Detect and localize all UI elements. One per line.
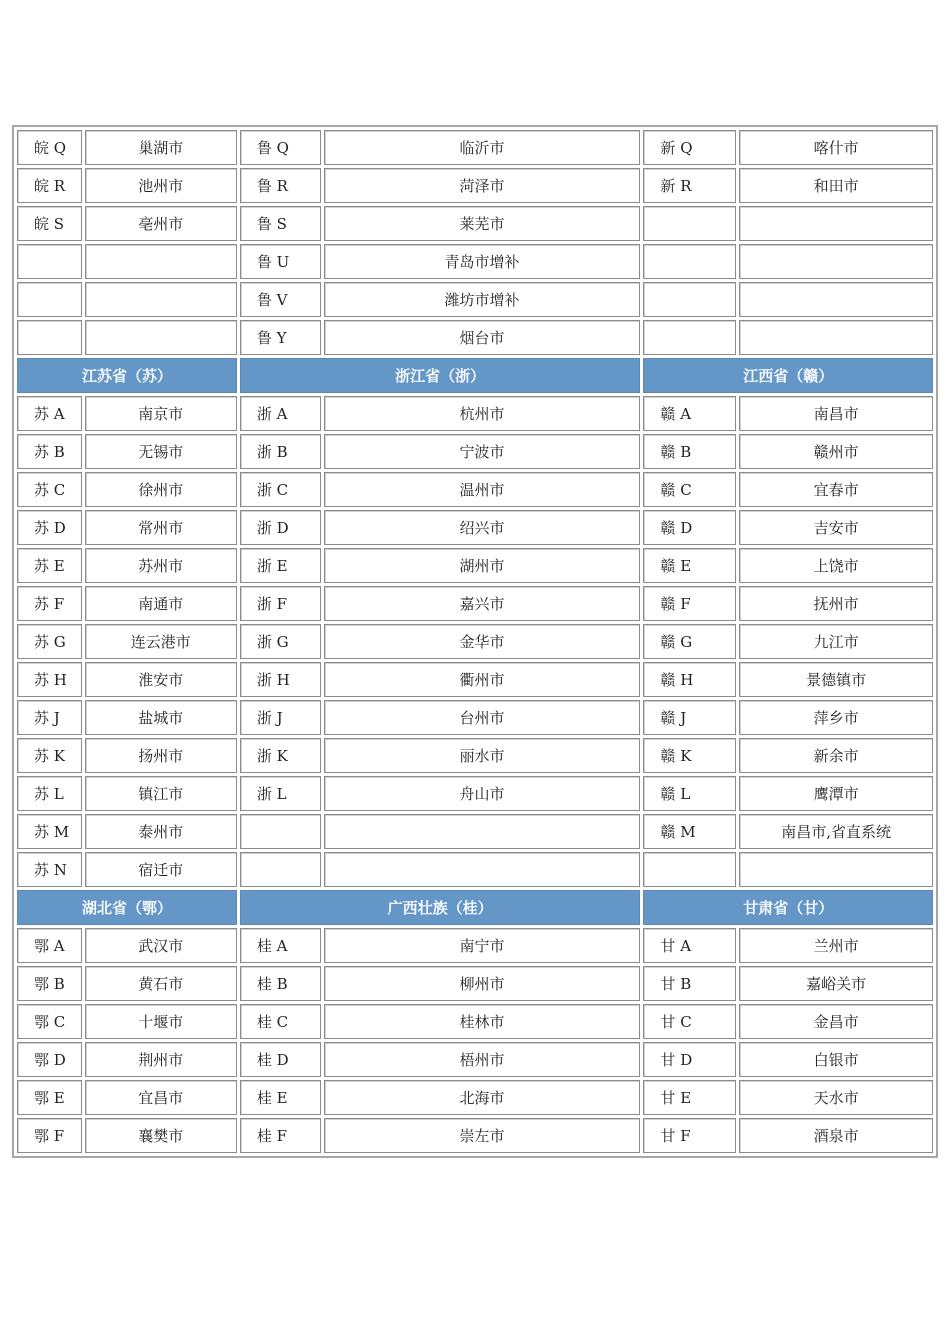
plate-code: 苏 B [17,434,82,469]
city-name: 无锡市 [85,434,237,469]
plate-code: 桂 C [240,1004,321,1039]
city-name: 宜昌市 [85,1080,237,1115]
table-row [17,320,933,355]
plate-code: 浙 A [240,396,321,431]
table-row [17,244,933,279]
plate-code: 甘 C [643,1004,736,1039]
plate-code: 苏 G [17,624,82,659]
plate-code [17,282,82,317]
table-row [17,738,933,773]
plate-code: 浙 C [240,472,321,507]
province-header-row [17,358,933,393]
plate-code: 赣 H [643,662,736,697]
city-name: 南宁市 [324,928,641,963]
plate-code: 苏 N [17,852,82,887]
table-row [17,1080,933,1115]
table-row [17,168,933,203]
city-name: 抚州市 [739,586,933,621]
city-name: 徐州市 [85,472,237,507]
plate-code: 鄂 E [17,1080,82,1115]
city-name: 温州市 [324,472,641,507]
city-name: 南京市 [85,396,237,431]
city-name [85,244,237,279]
city-name: 丽水市 [324,738,641,773]
plate-code: 鲁 V [240,282,321,317]
table-row [17,624,933,659]
plate-code-table [12,125,938,1158]
plate-code: 苏 D [17,510,82,545]
plate-code: 赣 K [643,738,736,773]
city-name: 南昌市,省直系统 [739,814,933,849]
plate-code [643,320,736,355]
city-name: 黄石市 [85,966,237,1001]
plate-code: 桂 E [240,1080,321,1115]
city-name: 襄樊市 [85,1118,237,1153]
city-name: 酒泉市 [739,1118,933,1153]
city-name [85,320,237,355]
city-name: 天水市 [739,1080,933,1115]
city-name: 景德镇市 [739,662,933,697]
city-name [739,320,933,355]
city-name [739,206,933,241]
city-name: 嘉峪关市 [739,966,933,1001]
table-row [17,282,933,317]
plate-code: 赣 E [643,548,736,583]
city-name: 莱芜市 [324,206,641,241]
city-name: 南通市 [85,586,237,621]
city-name: 绍兴市 [324,510,641,545]
city-name: 池州市 [85,168,237,203]
plate-code: 浙 D [240,510,321,545]
plate-code: 浙 H [240,662,321,697]
city-name: 宁波市 [324,434,641,469]
plate-code: 赣 C [643,472,736,507]
city-name: 桂林市 [324,1004,641,1039]
city-name: 南昌市 [739,396,933,431]
table-row [17,1004,933,1039]
plate-code: 赣 M [643,814,736,849]
city-name: 九江市 [739,624,933,659]
city-name: 喀什市 [739,130,933,165]
table-row [17,776,933,811]
city-name: 吉安市 [739,510,933,545]
plate-code: 苏 K [17,738,82,773]
city-name: 苏州市 [85,548,237,583]
city-name: 新余市 [739,738,933,773]
plate-code: 鲁 U [240,244,321,279]
plate-code: 赣 J [643,700,736,735]
plate-code: 赣 L [643,776,736,811]
city-name: 嘉兴市 [324,586,641,621]
plate-code: 甘 E [643,1080,736,1115]
plate-code [643,206,736,241]
city-name [324,814,641,849]
plate-code [17,244,82,279]
plate-code: 皖 R [17,168,82,203]
city-name: 连云港市 [85,624,237,659]
table-row [17,1042,933,1077]
city-name [85,282,237,317]
table-row [17,662,933,697]
city-name: 淮安市 [85,662,237,697]
plate-code: 鄂 D [17,1042,82,1077]
plate-code: 苏 E [17,548,82,583]
city-name: 赣州市 [739,434,933,469]
city-name: 武汉市 [85,928,237,963]
plate-code: 甘 B [643,966,736,1001]
plate-code: 鲁 Q [240,130,321,165]
table-row [17,966,933,1001]
table-row [17,510,933,545]
plate-code: 桂 A [240,928,321,963]
table-row [17,814,933,849]
plate-code: 桂 B [240,966,321,1001]
city-name: 湖州市 [324,548,641,583]
plate-table-body [17,130,933,1153]
plate-code: 浙 L [240,776,321,811]
plate-code: 赣 B [643,434,736,469]
city-name [739,282,933,317]
plate-code: 浙 B [240,434,321,469]
plate-code [240,852,321,887]
city-name: 宜春市 [739,472,933,507]
plate-code [643,852,736,887]
plate-code: 浙 J [240,700,321,735]
city-name: 和田市 [739,168,933,203]
city-name: 临沂市 [324,130,641,165]
city-name: 白银市 [739,1042,933,1077]
city-name: 台州市 [324,700,641,735]
plate-code: 苏 H [17,662,82,697]
city-name: 衢州市 [324,662,641,697]
plate-code: 苏 M [17,814,82,849]
city-name: 荆州市 [85,1042,237,1077]
city-name: 上饶市 [739,548,933,583]
plate-code: 浙 G [240,624,321,659]
city-name: 烟台市 [324,320,641,355]
city-name: 镇江市 [85,776,237,811]
plate-code: 浙 K [240,738,321,773]
city-name: 盐城市 [85,700,237,735]
plate-code: 赣 D [643,510,736,545]
plate-code: 鄂 A [17,928,82,963]
city-name: 金昌市 [739,1004,933,1039]
plate-code: 苏 C [17,472,82,507]
province-header-row [17,890,933,925]
plate-code: 皖 Q [17,130,82,165]
plate-code: 赣 G [643,624,736,659]
table-row [17,434,933,469]
city-name: 巢湖市 [85,130,237,165]
city-name: 菏泽市 [324,168,641,203]
plate-code: 鄂 B [17,966,82,1001]
plate-code: 浙 F [240,586,321,621]
city-name: 宿迁市 [85,852,237,887]
plate-code: 苏 A [17,396,82,431]
city-name: 扬州市 [85,738,237,773]
city-name: 泰州市 [85,814,237,849]
table-row [17,928,933,963]
city-name: 金华市 [324,624,641,659]
table-row [17,396,933,431]
city-name: 崇左市 [324,1118,641,1153]
province-header: 江苏省（苏） [17,358,237,393]
city-name [324,852,641,887]
province-header: 湖北省（鄂） [17,890,237,925]
city-name: 青岛市增补 [324,244,641,279]
city-name: 北海市 [324,1080,641,1115]
plate-code: 赣 F [643,586,736,621]
plate-code: 鲁 S [240,206,321,241]
city-name: 鹰潭市 [739,776,933,811]
plate-code: 甘 F [643,1118,736,1153]
city-name: 十堰市 [85,1004,237,1039]
city-name: 杭州市 [324,396,641,431]
city-name [739,852,933,887]
plate-code: 甘 A [643,928,736,963]
plate-code: 新 R [643,168,736,203]
plate-code: 鄂 F [17,1118,82,1153]
city-name: 舟山市 [324,776,641,811]
province-header: 江西省（赣） [643,358,933,393]
city-name [739,244,933,279]
plate-code: 鲁 R [240,168,321,203]
table-row [17,1118,933,1153]
plate-code: 鄂 C [17,1004,82,1039]
plate-code: 皖 S [17,206,82,241]
plate-code: 苏 J [17,700,82,735]
plate-code: 浙 E [240,548,321,583]
city-name: 常州市 [85,510,237,545]
table-row [17,206,933,241]
plate-code: 赣 A [643,396,736,431]
plate-code: 苏 F [17,586,82,621]
city-name: 兰州市 [739,928,933,963]
table-row [17,852,933,887]
plate-code: 桂 F [240,1118,321,1153]
city-name: 亳州市 [85,206,237,241]
city-name: 萍乡市 [739,700,933,735]
table-row [17,700,933,735]
plate-code [643,282,736,317]
plate-code: 桂 D [240,1042,321,1077]
table-row [17,586,933,621]
plate-code [643,244,736,279]
city-name: 潍坊市增补 [324,282,641,317]
table-row [17,130,933,165]
plate-code: 甘 D [643,1042,736,1077]
plate-code: 鲁 Y [240,320,321,355]
plate-code: 苏 L [17,776,82,811]
plate-code [17,320,82,355]
plate-code: 新 Q [643,130,736,165]
city-name: 梧州市 [324,1042,641,1077]
province-header: 广西壮族（桂） [240,890,641,925]
province-header: 浙江省（浙） [240,358,641,393]
city-name: 柳州市 [324,966,641,1001]
province-header: 甘肃省（甘） [643,890,933,925]
plate-code [240,814,321,849]
table-row [17,472,933,507]
table-row [17,548,933,583]
